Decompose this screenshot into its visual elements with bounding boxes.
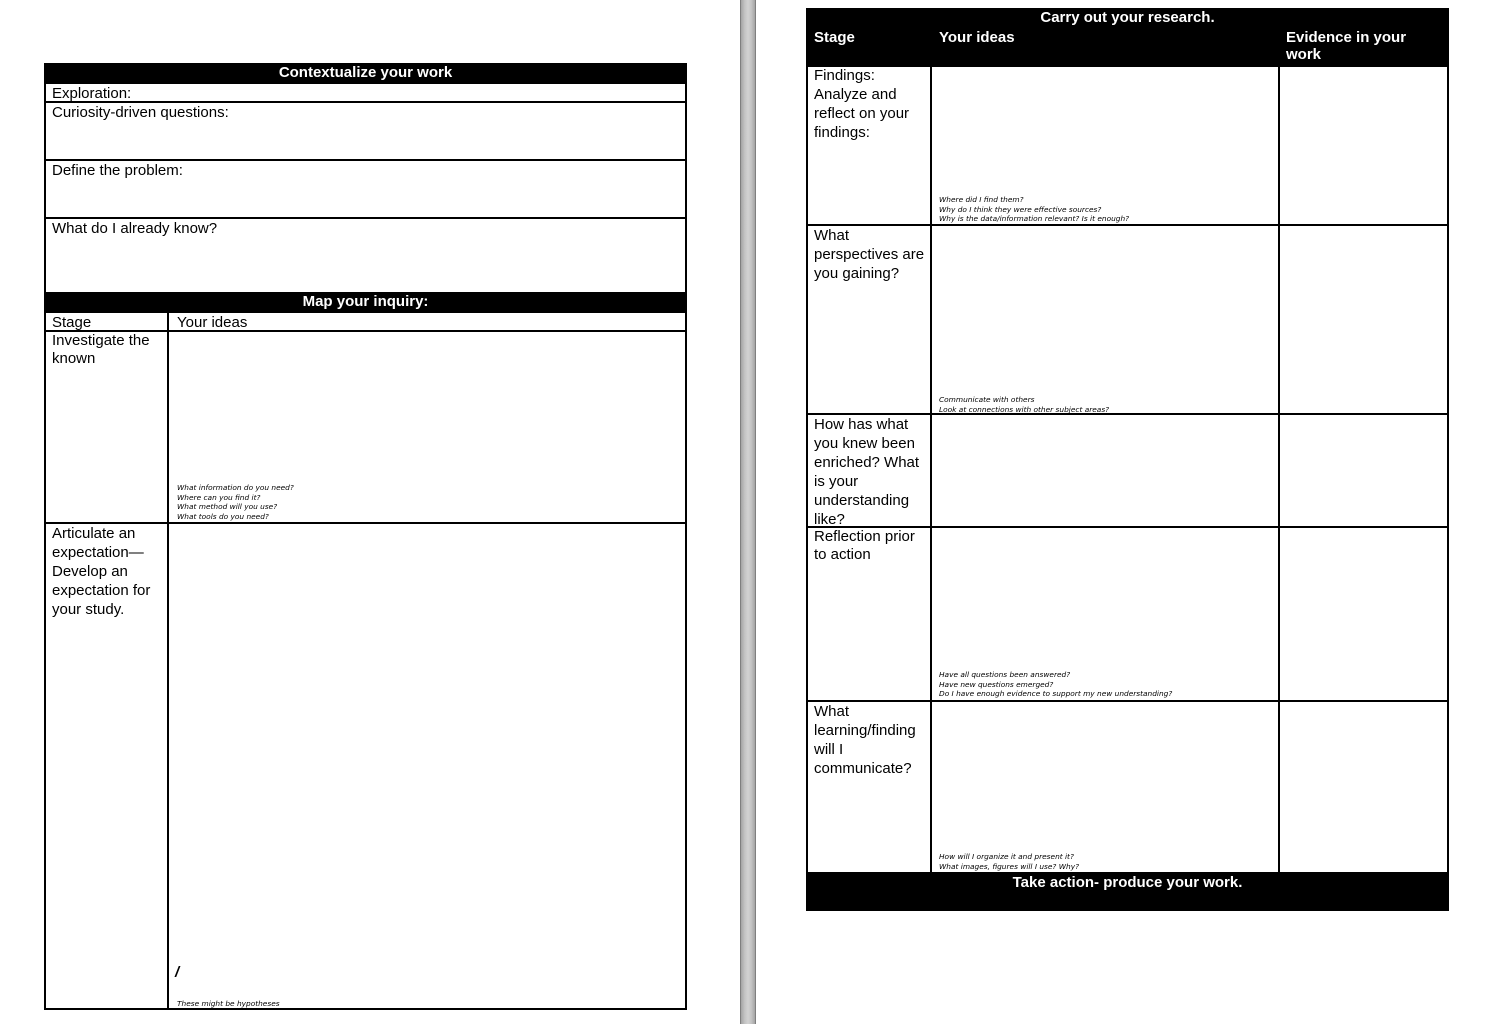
hint-reflection: Have all questions been answered? Have new questions emerged? Do I have enough evidence to support my new understanding? (939, 670, 1173, 699)
map-inquiry-title: Map your inquiry: (302, 293, 429, 310)
hint-communicate: How will I organize it and present it? What images, figures will I use? Why? (939, 852, 1079, 871)
ideas-column-header: Your ideas (177, 314, 248, 331)
divider (1447, 66, 1449, 874)
divider (740, 0, 741, 1024)
stage-articulate-expectation: Articulate an expectation— Develop an expectation for your study. (52, 525, 151, 618)
divider (755, 0, 756, 1024)
divider (44, 1008, 687, 1010)
stage-column-header: Stage (52, 314, 92, 331)
evidence-column-header: Evidence in your work (1286, 29, 1407, 63)
divider (685, 313, 687, 1010)
stage-findings: Findings: Analyze and reflect on your findings: (814, 67, 910, 141)
divider (44, 84, 46, 294)
divider (44, 313, 46, 1010)
take-action-title: Take action- produce your work. (1012, 874, 1243, 891)
slash-mark: / (175, 964, 180, 981)
questions-label: Curiosity-driven questions: (52, 104, 229, 121)
known-label: What do I already know? (52, 220, 218, 237)
ideas-column-header: Your ideas (939, 29, 1015, 46)
stage-communicate: What learning/finding will I communicate? (814, 703, 916, 777)
divider (806, 66, 808, 874)
hint-findings: Where did I find them? Why do I think they were effective sources? Why is the data/information relevant? Is it enough? (939, 195, 1130, 224)
contextualize-title: Contextualize your work (278, 64, 453, 81)
problem-label: Define the problem: (52, 162, 183, 179)
divider (1278, 66, 1280, 874)
hint-investigate-known: What information do you need? Where can you find it? What method will you use? What tools do you need? (177, 483, 294, 521)
exploration-label: Exploration: (52, 85, 132, 102)
hint-perspectives: Communicate with others Look at connections with other subject areas? (939, 395, 1110, 414)
divider (930, 66, 932, 874)
stage-reflection: Reflection prior to action (814, 528, 915, 563)
stage-investigate-known: Investigate the known (52, 332, 150, 367)
divider (685, 84, 687, 294)
stage-column-header: Stage (814, 29, 855, 46)
hint-articulate-expectation: These might be hypotheses (177, 999, 280, 1008)
stage-perspectives: What perspectives are you gaining? (814, 227, 925, 282)
research-title: Carry out your research. (1040, 9, 1215, 26)
divider (167, 313, 169, 1010)
stage-enriched-understanding: How has what you knew been enriched? What is your understanding like? (814, 416, 920, 528)
page-gutter (740, 0, 756, 1024)
